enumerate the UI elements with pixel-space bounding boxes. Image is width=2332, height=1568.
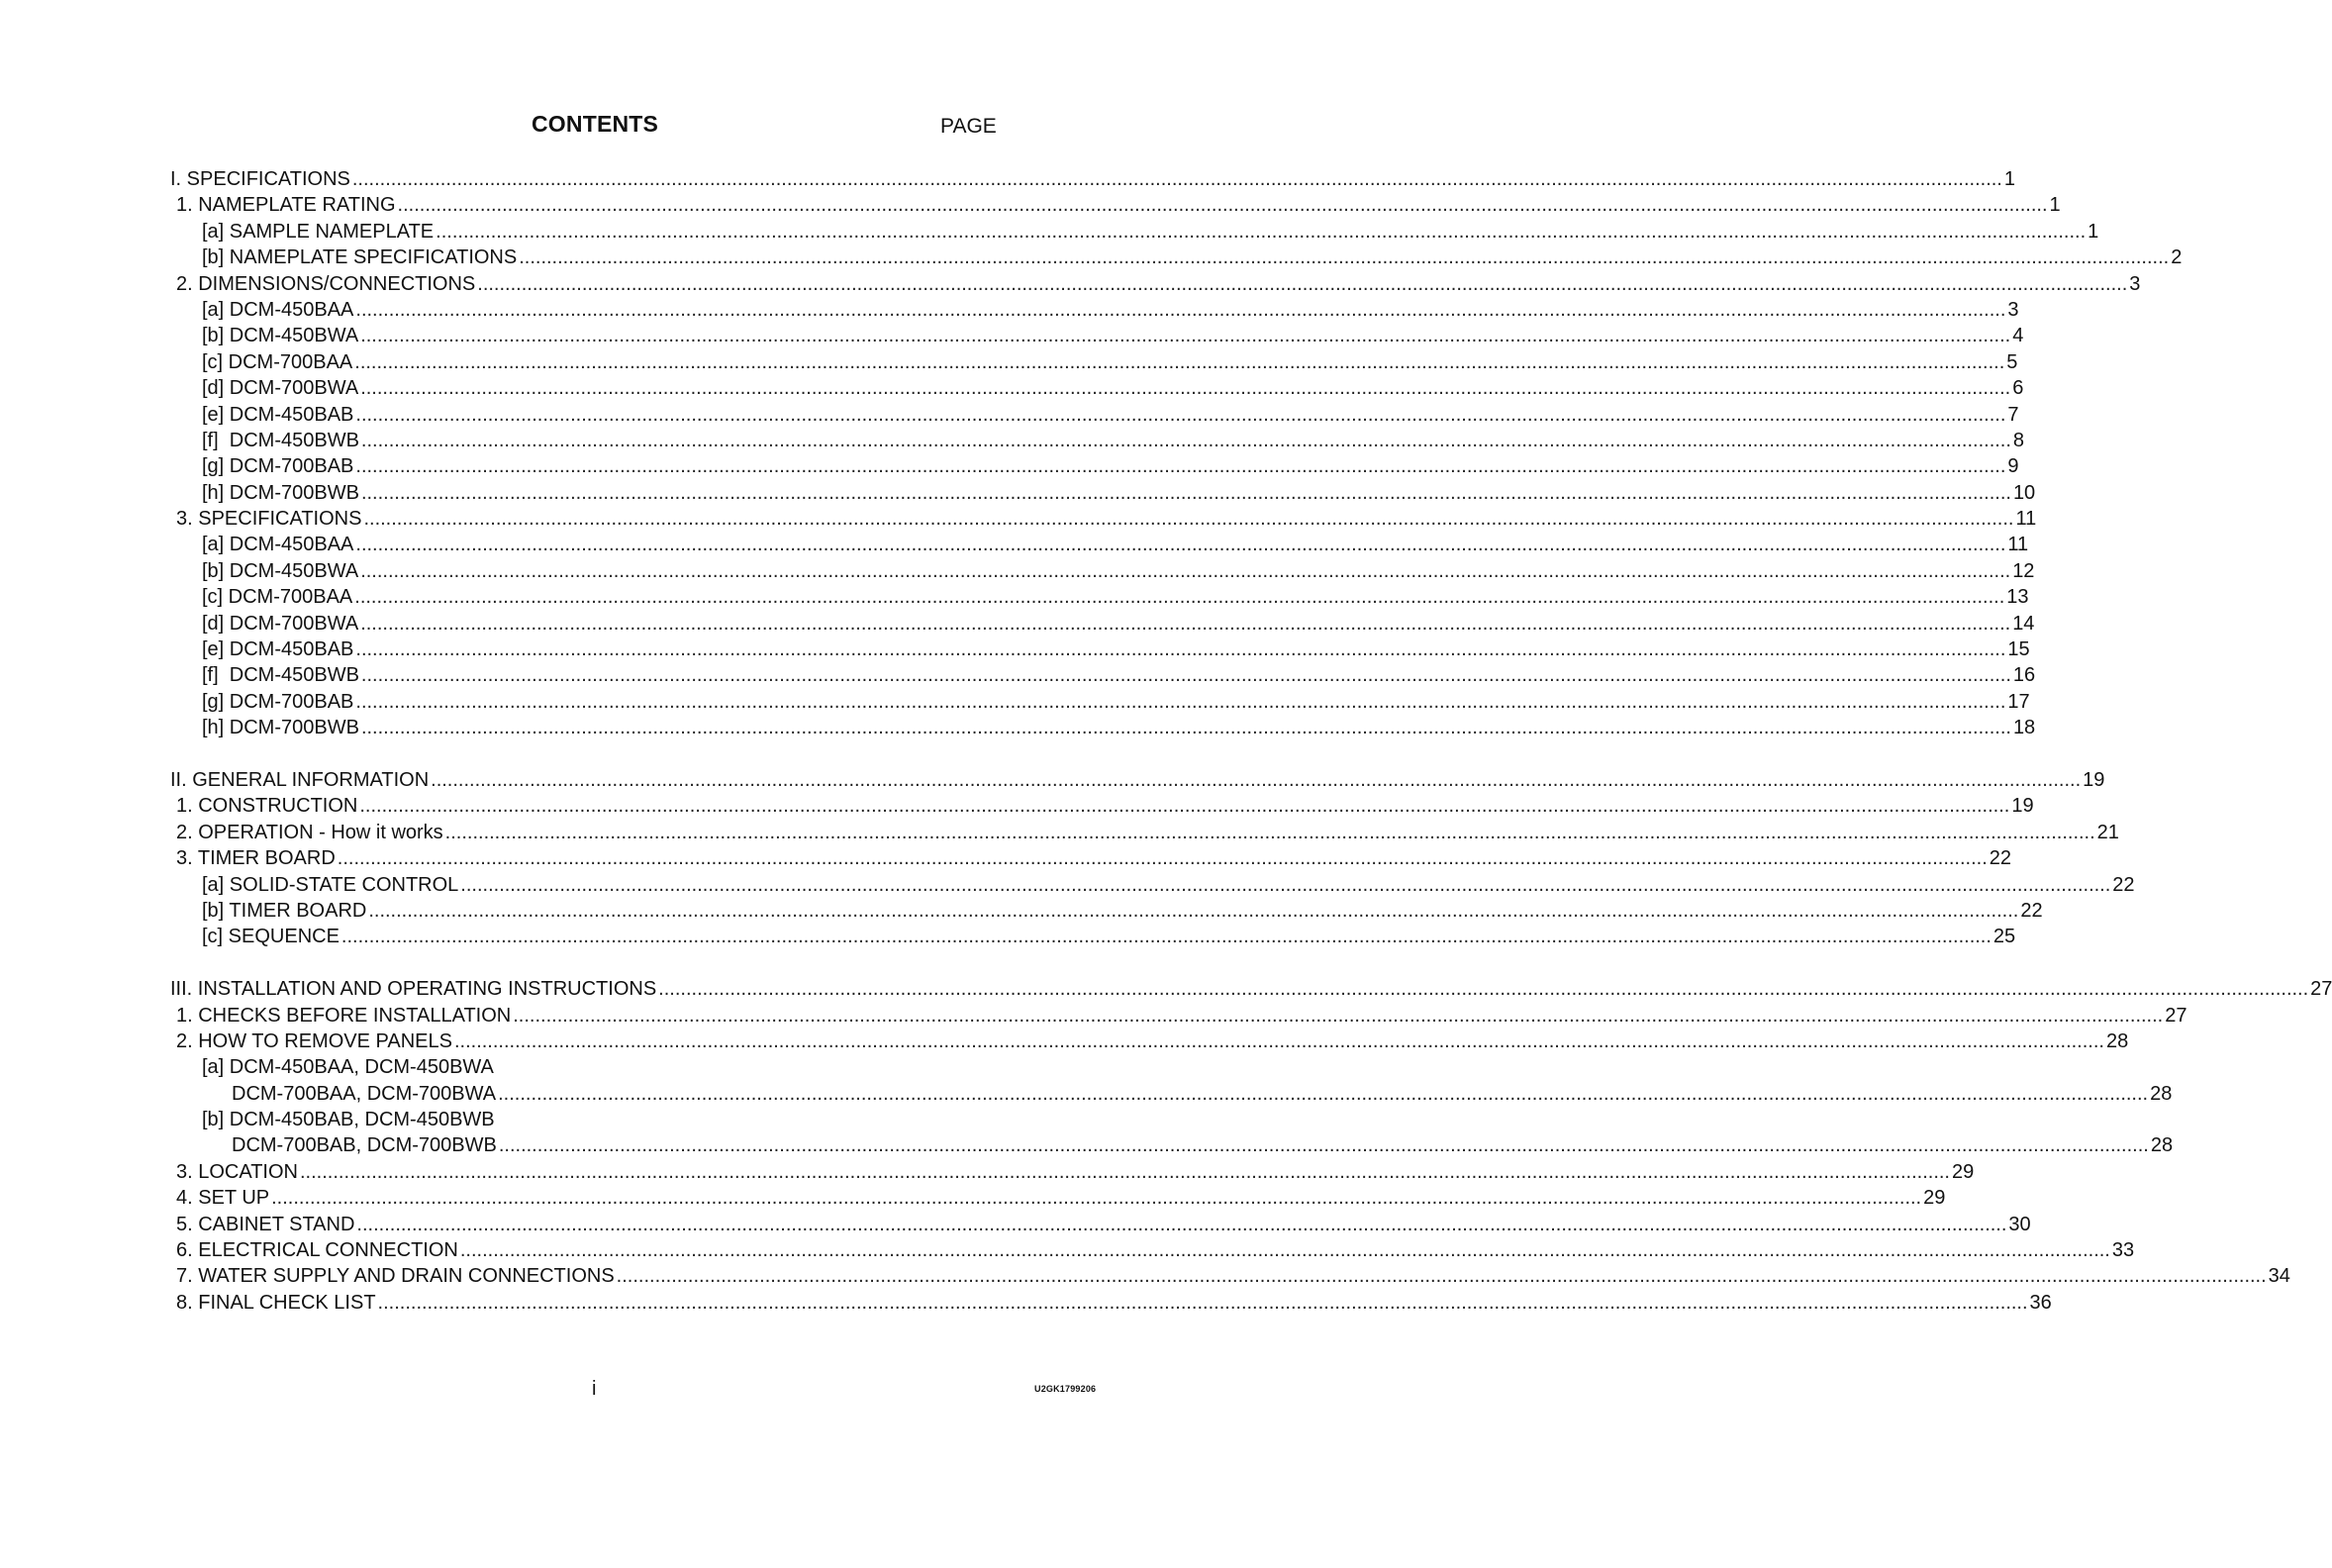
toc-entry xyxy=(170,1263,2290,1289)
toc-entry xyxy=(170,662,2036,688)
toc-entry-label: [f] DCM-450BWB xyxy=(202,664,359,687)
toc-entry xyxy=(170,1003,2187,1029)
dot-leader: ............................................................................................................................................................................................................................................................................................................ xyxy=(658,978,2309,1001)
toc-entry-page: 8 xyxy=(2012,429,2025,451)
dot-leader: ............................................................................................................................................................................................................................................................................................................ xyxy=(355,638,2006,661)
toc-entry-label: [c] SEQUENCE xyxy=(202,926,340,948)
toc-entry-label: 2. DIMENSIONS/CONNECTIONS xyxy=(176,272,476,295)
toc-entry-label: [b] TIMER BOARD xyxy=(202,899,367,922)
toc-entry-page: 29 xyxy=(1923,1187,1946,1210)
dot-leader: ............................................................................................................................................................................................................................................................................................................ xyxy=(355,403,2006,426)
toc-entry-label: [h] DCM-700BWB xyxy=(202,481,359,504)
toc-entry-label: [h] DCM-700BWB xyxy=(202,717,359,739)
toc-entry-label: III. INSTALLATION AND OPERATING INSTRUCTIONS xyxy=(170,978,657,1001)
toc-entry xyxy=(170,349,2018,375)
toc-entry-page: 27 xyxy=(2310,978,2332,1001)
toc-entry xyxy=(170,375,2024,401)
toc-entry xyxy=(170,924,2016,949)
toc-entry-label: [e] DCM-450BAB xyxy=(202,403,354,426)
toc-entry-page: 29 xyxy=(1952,1160,1975,1183)
toc-entry xyxy=(170,1185,1946,1211)
toc-entry-label: 3. LOCATION xyxy=(176,1160,298,1183)
toc-entry-label: [a] DCM-450BAA xyxy=(202,534,354,556)
toc-entry-page: 28 xyxy=(2105,1029,2129,1052)
toc-entry xyxy=(170,637,2030,662)
dot-leader: ............................................................................................................................................................................................................................................................................................................ xyxy=(360,559,2011,582)
toc-entry xyxy=(170,506,2037,532)
toc-entry-label: 8. FINAL CHECK LIST xyxy=(176,1291,376,1314)
dot-leader: ............................................................................................................................................................................................................................................................................................................ xyxy=(431,768,2082,791)
toc-entry-label: [a] SOLID-STATE CONTROL xyxy=(202,873,459,896)
toc-entry-page: 30 xyxy=(2008,1213,2031,1235)
toc-entry-label: [f] DCM-450BWB xyxy=(202,429,359,451)
dot-leader: ............................................................................................................................................................................................................................................................................................................ xyxy=(359,795,2010,818)
toc-entry-page: 22 xyxy=(1989,847,2012,870)
toc-entry-label: DCM-700BAA, DCM-700BWA xyxy=(232,1082,497,1105)
toc-entry xyxy=(170,1237,2135,1263)
toc-entry-label: [c] DCM-700BAA xyxy=(202,350,353,373)
toc-entry xyxy=(170,1132,2174,1158)
toc-entry xyxy=(170,1159,1975,1185)
toc-entry-page: 15 xyxy=(2007,638,2030,661)
toc-entry-label: [b] DCM-450BAB, DCM-450BWB xyxy=(202,1109,495,1131)
toc-entry-label: 6. ELECTRICAL CONNECTION xyxy=(176,1239,458,1262)
dot-leader: ............................................................................................................................................................................................................................................................................................................ xyxy=(377,1291,2028,1314)
toc-entry xyxy=(170,297,2019,323)
dot-leader: ............................................................................................................................................................................................................................................................................................................ xyxy=(453,1029,2104,1052)
toc-entry xyxy=(170,245,2183,270)
toc-entry xyxy=(170,1107,1002,1132)
dot-leader: ............................................................................................................................................................................................................................................................................................................ xyxy=(355,298,2006,321)
toc-entry-page: 27 xyxy=(2165,1004,2187,1027)
toc-entry-page: 36 xyxy=(2029,1291,2052,1314)
toc-entry-page: 22 xyxy=(2020,899,2043,922)
toc-entry xyxy=(170,715,2036,740)
toc-entry-page: 28 xyxy=(2150,1082,2173,1105)
dot-leader: ............................................................................................................................................................................................................................................................................................................ xyxy=(360,612,2011,635)
toc-entry-page: 4 xyxy=(2012,325,2024,347)
toc-entry-page: 21 xyxy=(2096,821,2119,843)
toc-entry-label: [d] DCM-700BWA xyxy=(202,612,359,635)
footer-page-number: i xyxy=(592,1378,597,1400)
toc-entry xyxy=(170,219,2099,245)
toc-entry-label: 4. SET UP xyxy=(176,1187,270,1210)
dot-leader: ............................................................................................................................................................................................................................................................................................................ xyxy=(436,220,2087,243)
toc-entry-label: [b] DCM-450BWA xyxy=(202,559,359,582)
toc-entry-page: 11 xyxy=(2007,534,2029,556)
toc-entry xyxy=(170,845,2012,871)
table-of-contents xyxy=(170,166,2332,1316)
toc-entry-label: [g] DCM-700BAB xyxy=(202,690,354,713)
toc-entry-page: 19 xyxy=(2083,768,2105,791)
toc-entry xyxy=(170,1081,2173,1107)
toc-entry xyxy=(170,611,2035,637)
toc-entry-page: 22 xyxy=(2112,873,2135,896)
dot-leader: ............................................................................................................................................................................................................................................................................................................ xyxy=(477,272,2128,295)
toc-entry xyxy=(170,402,2019,428)
toc-entry-page: 17 xyxy=(2007,690,2030,713)
dot-leader: ............................................................................................................................................................................................................................................................................................................ xyxy=(351,168,2002,190)
toc-entry xyxy=(170,767,2105,793)
dot-leader: ............................................................................................................................................................................................................................................................................................................ xyxy=(368,899,2019,922)
toc-entry-label: 1. CHECKS BEFORE INSTALLATION xyxy=(176,1004,512,1027)
toc-entry-label: [a] SAMPLE NAMEPLATE xyxy=(202,220,435,243)
dot-leader: ............................................................................................................................................................................................................................................................................................................ xyxy=(355,690,2006,713)
dot-leader: ............................................................................................................................................................................................................................................................................................................ xyxy=(354,350,2005,373)
toc-entry-page: 13 xyxy=(2006,586,2029,609)
dot-leader: ............................................................................................................................................................................................................................................................................................................ xyxy=(459,1239,2110,1262)
toc-entry-page: 34 xyxy=(2268,1265,2290,1288)
dot-leader: ............................................................................................................................................................................................................................................................................................................ xyxy=(300,1160,1950,1183)
dot-leader: ............................................................................................................................................................................................................................................................................................................ xyxy=(354,586,2005,609)
toc-entry xyxy=(170,428,2025,453)
toc-entry-page: 19 xyxy=(2011,795,2034,818)
dot-leader: ............................................................................................................................................................................................................................................................................................................ xyxy=(355,534,2006,556)
toc-entry xyxy=(170,1212,2031,1237)
toc-entry-page: 7 xyxy=(2007,403,2019,426)
toc-entry-page: 1 xyxy=(2049,194,2061,217)
toc-entry-label: [e] DCM-450BAB xyxy=(202,638,354,661)
toc-entry xyxy=(170,166,2015,192)
toc-entry-label: 2. HOW TO REMOVE PANELS xyxy=(176,1029,452,1052)
toc-entry-page: 11 xyxy=(2015,508,2037,531)
dot-leader: ............................................................................................................................................................................................................................................................................................................ xyxy=(360,481,2011,504)
dot-leader: ............................................................................................................................................................................................................................................................................................................ xyxy=(356,1213,2007,1235)
footer-document-code: U2GK1799206 xyxy=(1034,1384,1097,1394)
toc-entry-label: DCM-700BAB, DCM-700BWB xyxy=(232,1134,497,1157)
toc-entry-label: 2. OPERATION - How it works xyxy=(176,821,443,843)
dot-leader: ............................................................................................................................................................................................................................................................................................................ xyxy=(360,377,2011,400)
toc-entry-page: 5 xyxy=(2006,350,2018,373)
toc-entry xyxy=(170,1029,2129,1054)
dot-leader: ............................................................................................................................................................................................................................................................................................................ xyxy=(340,926,1992,948)
toc-entry xyxy=(170,584,2029,610)
toc-entry-label: 1. NAMEPLATE RATING xyxy=(176,194,396,217)
dot-leader: ............................................................................................................................................................................................................................................................................................................ xyxy=(271,1187,1922,1210)
toc-entry-page: 9 xyxy=(2007,455,2019,478)
dot-leader: ............................................................................................................................................................................................................................................................................................................ xyxy=(355,455,2006,478)
toc-entry xyxy=(170,898,2043,924)
dot-leader: ............................................................................................................................................................................................................................................................................................................ xyxy=(513,1004,2164,1027)
toc-entry xyxy=(170,453,2019,479)
toc-entry xyxy=(170,689,2030,715)
toc-entry-page: 3 xyxy=(2129,272,2141,295)
dot-leader: ............................................................................................................................................................................................................................................................................................................ xyxy=(397,194,2048,217)
toc-entry-label: [g] DCM-700BAB xyxy=(202,455,354,478)
toc-entry-label: 3. SPECIFICATIONS xyxy=(176,508,362,531)
toc-entry xyxy=(170,558,2035,584)
dot-leader: ............................................................................................................................................................................................................................................................................................................ xyxy=(363,508,2014,531)
page-column-heading: PAGE xyxy=(940,115,997,138)
toc-entry-label: II. GENERAL INFORMATION xyxy=(170,768,430,791)
dot-leader: ............................................................................................................................................................................................................................................................................................................ xyxy=(498,1134,2149,1157)
dot-leader: ............................................................................................................................................................................................................................................................................................................ xyxy=(337,847,1988,870)
toc-entry xyxy=(170,271,2141,297)
toc-entry-label: 5. CABINET STAND xyxy=(176,1213,355,1235)
toc-entry-page: 18 xyxy=(2012,717,2036,739)
toc-entry-label: [a] DCM-450BAA, DCM-450BWA xyxy=(202,1056,494,1079)
dot-leader: ............................................................................................................................................................................................................................................................................................................ xyxy=(360,717,2011,739)
toc-entry-page: 1 xyxy=(2088,220,2099,243)
toc-entry xyxy=(170,1054,1002,1080)
toc-entry-label: I. SPECIFICATIONS xyxy=(170,168,350,190)
dot-leader: ............................................................................................................................................................................................................................................................................................................ xyxy=(360,429,2011,451)
toc-entry xyxy=(170,793,2034,819)
dot-leader: ............................................................................................................................................................................................................................................................................................................ xyxy=(360,664,2011,687)
toc-entry xyxy=(170,323,2024,348)
toc-entry-page: 28 xyxy=(2150,1134,2174,1157)
dot-leader: ............................................................................................................................................................................................................................................................................................................ xyxy=(498,1082,2149,1105)
dot-leader: ............................................................................................................................................................................................................................................................................................................ xyxy=(444,821,2095,843)
toc-entry-label: 3. TIMER BOARD xyxy=(176,847,336,870)
toc-entry xyxy=(170,820,2119,845)
toc-entry-page: 6 xyxy=(2012,377,2024,400)
toc-entry xyxy=(170,532,2029,557)
toc-entry-label: [b] DCM-450BWA xyxy=(202,325,359,347)
toc-entry-page: 12 xyxy=(2012,559,2035,582)
toc-entry xyxy=(170,192,2061,218)
toc-entry xyxy=(170,480,2036,506)
toc-entry-label: 7. WATER SUPPLY AND DRAIN CONNECTIONS xyxy=(176,1265,615,1288)
dot-leader: ............................................................................................................................................................................................................................................................................................................ xyxy=(616,1265,2267,1288)
toc-entry xyxy=(170,976,2332,1002)
toc-entry-page: 2 xyxy=(2171,246,2183,269)
dot-leader: ............................................................................................................................................................................................................................................................................................................ xyxy=(519,246,2170,269)
toc-entry-label: [b] NAMEPLATE SPECIFICATIONS xyxy=(202,246,518,269)
toc-entry xyxy=(170,872,2135,898)
toc-entry-label: [d] DCM-700BWA xyxy=(202,377,359,400)
toc-entry-page: 14 xyxy=(2012,612,2035,635)
toc-entry xyxy=(170,1290,2052,1316)
toc-entry-page: 3 xyxy=(2007,298,2019,321)
toc-entry-label: [a] DCM-450BAA xyxy=(202,298,354,321)
toc-entry-label: [c] DCM-700BAA xyxy=(202,586,353,609)
toc-entry-label: 1. CONSTRUCTION xyxy=(176,795,358,818)
toc-entry-page: 1 xyxy=(2003,168,2015,190)
toc-entry-page: 25 xyxy=(1992,926,2016,948)
toc-entry-page: 33 xyxy=(2111,1239,2135,1262)
toc-entry-page: 16 xyxy=(2012,664,2036,687)
dot-leader: ............................................................................................................................................................................................................................................................................................................ xyxy=(460,873,2111,896)
dot-leader: ............................................................................................................................................................................................................................................................................................................ xyxy=(360,325,2011,347)
page-title: CONTENTS xyxy=(532,111,659,137)
toc-entry-page: 10 xyxy=(2012,481,2036,504)
